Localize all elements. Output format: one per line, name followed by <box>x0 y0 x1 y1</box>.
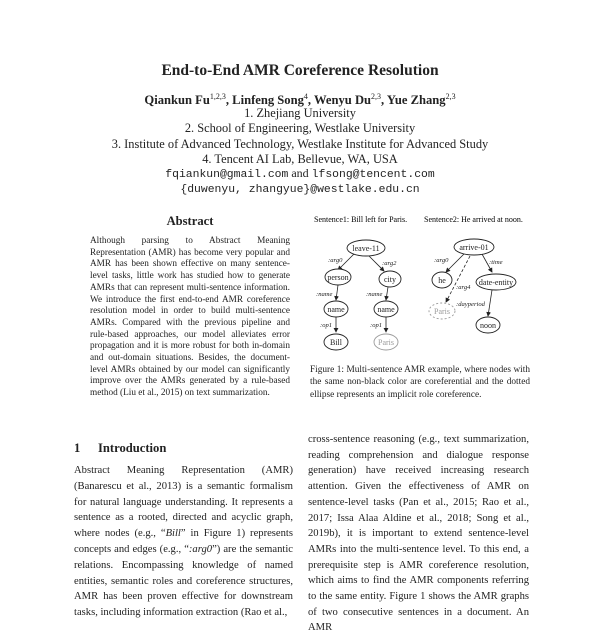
author-name: Qiankun Fu <box>144 93 210 108</box>
author-name: Linfeng Song <box>232 93 304 108</box>
amr-figure <box>306 210 536 360</box>
intro-paragraph <box>74 463 293 621</box>
node-label: date-entity <box>478 278 514 287</box>
email-block <box>0 166 600 198</box>
edge-label: :op1 <box>320 322 333 329</box>
edge-label: :arg0 <box>434 257 449 264</box>
author-affil-sup: 1,2,3 <box>209 92 226 101</box>
author-affil-sup: 2,3 <box>445 92 456 101</box>
intro-text-italic: Bill <box>165 528 181 540</box>
figure-caption: Figure 1: Multi-sentence AMR example, where nodes with the same non-black color are coreferential and the dotted ellipse represents an implicit role coreference. <box>310 365 530 400</box>
intro-text: Abstract Meaning Representation (AMR) (Banarescu et al., 2013) is a semantic formalism for natural language understanding. It represents a sentence as a rooted, directed and acyclic graph, where nodes (e.g., “ <box>74 465 293 540</box>
edge-label: :arg4 <box>456 284 471 291</box>
author-list: Qiankun Fu$^{1,2,3}$, Linfeng Song$^4$, Wenyu Du$^{2,3}$, Yue Zhang$^{2,3}$ <box>144 92 456 108</box>
node-label: person <box>327 273 349 282</box>
node-label: he <box>438 276 446 285</box>
email-link[interactable]: {duwenyu, zhangyue}@westlake.edu.cn <box>180 184 420 196</box>
edge-label: :name <box>366 291 383 298</box>
sentence2-label: Sentence2: He arrived at noon. <box>424 215 523 224</box>
node-label: city <box>384 275 396 284</box>
edge-label: :dayperiod <box>456 301 485 308</box>
author-name: Wenyu Du <box>314 93 372 108</box>
node-label: Paris <box>378 338 394 347</box>
author-name: Yue Zhang <box>386 93 446 108</box>
abstract-text: Although parsing to Abstract Meaning Representation (AMR) has become very popular and AMR has been shown effective on many sentence-level tasks, little work has studied how to generate AMRs that can represent multi-sentence information. We introduce the first end-to-end AMR coreference resolution model in order to build multi-sentence AMRs. Compared with the previous pipeline and rule-based approaches, our model alleviates error propagation and it is more robust for both in-domain and out-domain situations. Besides, the document-level AMRs obtained by our model can significantly improve over the AMRs generated by a rule-based method (Liu et al., 2015) on text summarization. <box>90 236 290 399</box>
node-label: leave-11 <box>352 244 380 253</box>
intro-text: ” in Figure 1) represents concepts and edges (e.g., “ <box>74 528 293 555</box>
node-label: name <box>327 305 345 314</box>
node-label: Bill <box>329 338 343 347</box>
edge-label: :arg0 <box>328 257 343 264</box>
section-title: Introduction <box>98 441 167 455</box>
affiliation: 1. Zhejiang University <box>244 106 356 120</box>
affiliation: 2. School of Engineering, Westlake University <box>184 121 416 136</box>
edge-label: :op1 <box>370 322 383 329</box>
edge-label: :time <box>489 259 503 266</box>
affiliation: 3. Institute of Advanced Technology, Westlake Institute for Advanced Study <box>111 136 489 151</box>
node-label: Paris <box>434 307 450 316</box>
node-label: name <box>377 305 395 314</box>
section-heading <box>74 441 294 456</box>
author-affil-sup: 2,3 <box>371 92 382 101</box>
intro-text-italic: :arg0 <box>188 543 213 555</box>
email-link[interactable]: lfsong@tencent.com <box>311 169 435 181</box>
author-affil-sup: 4 <box>303 92 308 101</box>
affiliation: 4. Tencent AI Lab, Bellevue, WA, USA <box>202 151 398 166</box>
edge-label: :name <box>316 291 333 298</box>
section-number: 1 <box>74 441 81 455</box>
email-and: and <box>288 166 312 180</box>
email-link[interactable]: fqiankun@gmail.com <box>165 169 289 181</box>
edge-label: :arg2 <box>382 260 397 267</box>
sentence1-label: Sentence1: Bill left for Paris. <box>314 215 408 224</box>
paper-title: End-to-End AMR Coreference Resolution <box>161 62 439 79</box>
right-column-text: cross-sentence reasoning (e.g., text summarization, reading comprehension and dialogue response generation) have received increasing research attention. Given the effectiveness of AMR on sentence-level tasks (Pan et al., 2015; Rao et al., 2017; Issa Alaa Aldine et al., 2018; Song et al., 2019b), it is important to extend sentence-level AMRs into the multi-sentence level. To this end, a prerequisite step is AMR coreference resolution, which aims to find the AMR components referring to the same entity. Figure 1 shows the AMR graphs of two consecutive sentences in a document. An AMR <box>308 434 529 634</box>
node-label: noon <box>480 321 496 330</box>
intro-text: ”) are the semantic relations. Encompassing knowledge of named entities, semantic roles and coreference structures, AMR has been proven effective for downstream tasks, including information extraction (Rao et al., <box>74 543 294 619</box>
abstract-heading: Abstract <box>166 214 214 228</box>
node-label: arrive-01 <box>459 243 489 252</box>
affiliation-list <box>0 106 600 167</box>
